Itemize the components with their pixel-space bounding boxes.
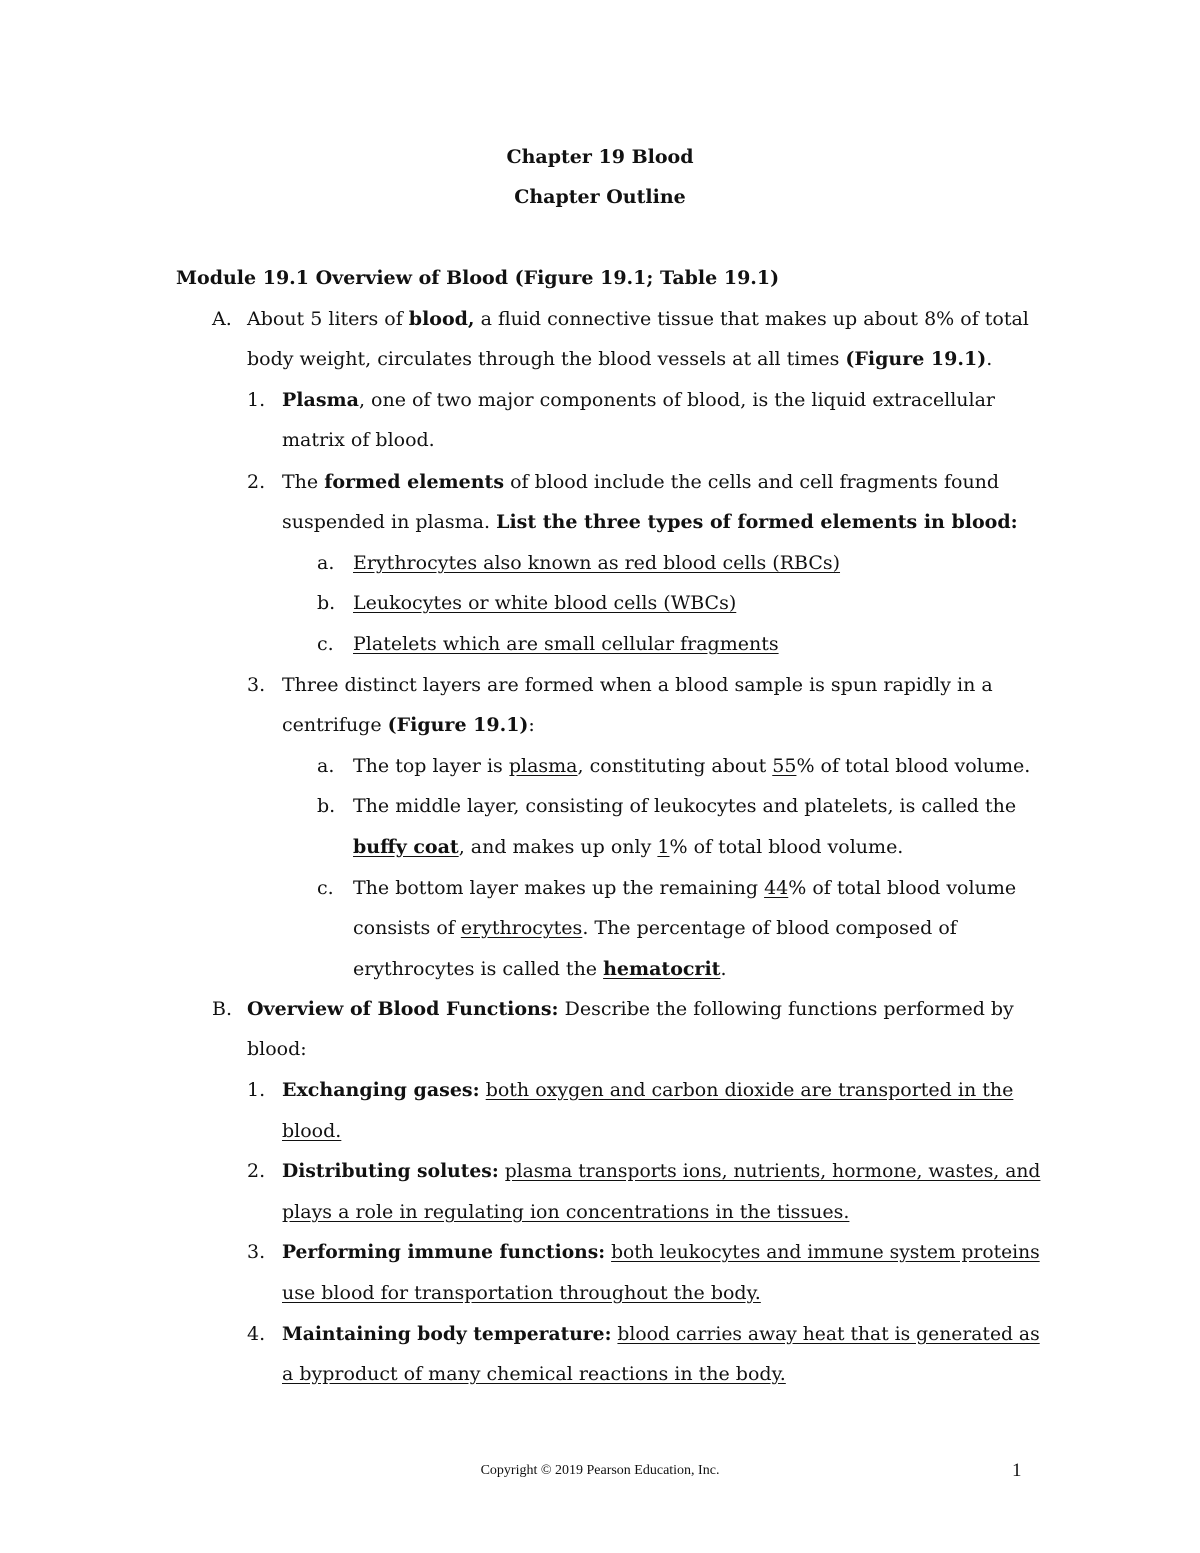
a-item-3-marker: 3. bbox=[247, 674, 266, 696]
a-item-1-line-1: Plasma, one of two major components of blood, is the liquid extracellular bbox=[282, 389, 995, 411]
page-number: 1 bbox=[1012, 1460, 1022, 1481]
b-item-2-line-2: plays a role in regulating ion concentrations in the tissues. bbox=[282, 1201, 850, 1223]
layer-b-marker: b. bbox=[317, 795, 336, 817]
formed-b-answer: Leukocytes or white blood cells (WBCs) bbox=[353, 592, 737, 614]
copyright-footer: Copyright © 2019 Pearson Education, Inc. bbox=[480, 1463, 720, 1478]
section-a-line-1: About 5 liters of blood, a fluid connective tissue that makes up about 8% of total bbox=[247, 308, 1029, 330]
b-item-1-line-2: blood. bbox=[282, 1120, 342, 1142]
section-b-line-2: blood: bbox=[247, 1038, 307, 1060]
b-item-4-line-2: a byproduct of many chemical reactions in the body. bbox=[282, 1363, 786, 1385]
b-item-3-line-1: Performing immune functions: both leukocytes and immune system proteins bbox=[282, 1241, 1040, 1263]
formed-c-answer: Platelets which are small cellular fragments bbox=[353, 633, 779, 655]
section-a-marker: A. bbox=[212, 308, 232, 330]
module-heading: Module 19.1 Overview of Blood (Figure 19.1; Table 19.1) bbox=[176, 267, 780, 289]
layer-c-marker: c. bbox=[317, 877, 334, 899]
a-item-2-line-2: suspended in plasma. List the three types of formed elements in blood: bbox=[282, 511, 1018, 533]
section-b-line-1: Overview of Blood Functions: Describe the following functions performed by bbox=[247, 998, 1014, 1020]
formed-b-marker: b. bbox=[317, 592, 336, 614]
b-item-4-line-1: Maintaining body temperature: blood carries away heat that is generated as bbox=[282, 1323, 1040, 1345]
section-b-marker: B. bbox=[212, 998, 233, 1020]
layer-c-line-2: consists of erythrocytes. The percentage of blood composed of bbox=[353, 917, 957, 939]
chapter-subtitle: Chapter Outline bbox=[514, 186, 686, 208]
b-item-1-marker: 1. bbox=[247, 1079, 266, 1101]
formed-c-marker: c. bbox=[317, 633, 334, 655]
b-item-2-marker: 2. bbox=[247, 1160, 266, 1182]
layer-b-line-2: buffy coat, and makes up only 1% of total blood volume. bbox=[353, 836, 904, 858]
b-item-4-marker: 4. bbox=[247, 1323, 266, 1345]
a-item-1-line-2: matrix of blood. bbox=[282, 429, 435, 451]
chapter-title: Chapter 19 Blood bbox=[506, 146, 694, 168]
a-item-2-line-1: The formed elements of blood include the cells and cell fragments found bbox=[282, 471, 1000, 493]
b-item-2-line-1: Distributing solutes: plasma transports ions, nutrients, hormone, wastes, and bbox=[282, 1160, 1041, 1182]
layer-a-text: The top layer is plasma, constituting about 55% of total blood volume. bbox=[353, 755, 1031, 777]
b-item-1-line-1: Exchanging gases: both oxygen and carbon dioxide are transported in the bbox=[282, 1079, 1014, 1101]
section-a-line-2: body weight, circulates through the blood vessels at all times (Figure 19.1). bbox=[247, 348, 993, 370]
layer-a-marker: a. bbox=[317, 755, 335, 777]
layer-c-line-1: The bottom layer makes up the remaining 44% of total blood volume bbox=[353, 877, 1017, 899]
layer-b-line-1: The middle layer, consisting of leukocytes and platelets, is called the bbox=[353, 795, 1017, 817]
formed-a-marker: a. bbox=[317, 552, 335, 574]
layer-c-line-3: erythrocytes is called the hematocrit. bbox=[353, 958, 727, 980]
a-item-2-marker: 2. bbox=[247, 471, 266, 493]
a-item-3-line-2: centrifuge (Figure 19.1): bbox=[282, 714, 535, 736]
formed-a-answer: Erythrocytes also known as red blood cells (RBCs) bbox=[353, 552, 841, 574]
b-item-3-marker: 3. bbox=[247, 1241, 266, 1263]
a-item-3-line-1: Three distinct layers are formed when a blood sample is spun rapidly in a bbox=[282, 674, 993, 696]
b-item-3-line-2: use blood for transportation throughout the body. bbox=[282, 1282, 761, 1304]
a-item-1-marker: 1. bbox=[247, 389, 266, 411]
